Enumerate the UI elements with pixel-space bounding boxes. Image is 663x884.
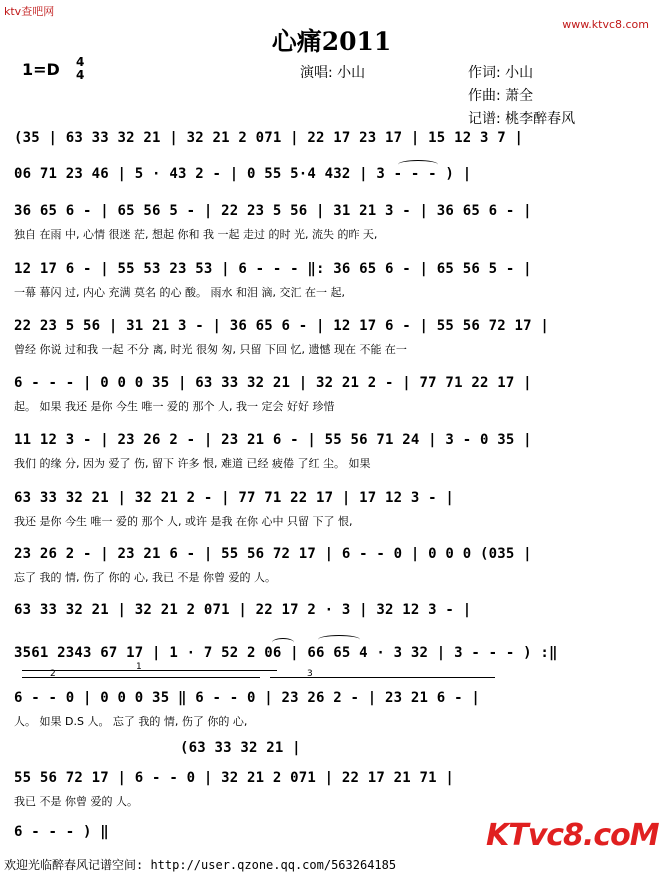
score-line-1: (35 | 63 33 32 21 | 32 21 2 071 | 22 17 23 17 | 15 12 3 7 | (14, 130, 524, 146)
lyric-line-12: 人。 如果 D.S 人。 忘了 我的 情, 伤了 你的 心, (14, 715, 248, 728)
song-title: 心痛2011 (271, 27, 392, 56)
lyric-line-3: 独自 在雨 中, 心情 很迷 茫, 想起 你和 我 一起 走过 的时 光, 流失 的昨 天, (14, 228, 378, 241)
site-watermark-right: www.ktvc8.com (562, 18, 649, 31)
score-line-10: 63 33 32 21 | 32 21 2 071 | 22 17 2 · 3 | 32 12 3 - | (14, 602, 472, 618)
score-line-3: 36 65 6 - | 65 56 5 - | 22 23 5 56 | 31 21 3 - | 36 65 6 - | (14, 203, 532, 219)
score-line-4: 12 17 6 - | 55 53 23 53 | 6 - - - ‖: 36 65 6 - | 65 56 5 - | (14, 261, 532, 277)
volta-bracket-1 (22, 670, 277, 671)
lyric-line-5: 曾经 你说 过和我 一起 不分 离, 时光 很匆 匆, 只留 下回 忆, 遗憾 现在 不能 在一 (14, 343, 407, 356)
score-line-8: 63 33 32 21 | 32 21 2 - | 77 71 22 17 | 17 12 3 - | (14, 490, 455, 506)
lyricist-credit: 作词: 小山 (468, 65, 534, 81)
key-signature: 1=D (22, 60, 60, 79)
slur-mark (318, 635, 360, 644)
singer-credit: 演唱: 小山 (300, 65, 366, 81)
lyric-line-8: 我还 是你 今生 唯一 爱的 那个 人, 或许 是我 在你 心中 只留 下了 恨, (14, 515, 353, 528)
footer-credit: 欢迎光临醉春风记谱空间: http://user.qzone.qq.com/563264185 (4, 858, 397, 872)
time-signature-bottom: 4 (76, 68, 85, 82)
score-line-11: 3561 2343 67 17 | 1 · 7 52 2 06 | 66 65 4 · 3 32 | 3 - - - ) :‖ (14, 645, 558, 661)
lyric-line-6: 起。 如果 我还 是你 今生 唯一 爱的 那个 人, 我一 定会 好好 珍惜 (14, 400, 335, 413)
score-line-2: 06 71 23 46 | 5 · 43 2 - | 0 55 5·4 432 | 3 - - - ) | (14, 166, 472, 182)
composer-credit: 作曲: 萧全 (468, 88, 534, 104)
volta-number-3: 3 (307, 669, 313, 679)
slur-mark (272, 638, 294, 647)
score-line-9: 23 26 2 - | 23 21 6 - | 55 56 72 17 | 6 - - 0 | 0 0 0 (035 | (14, 546, 532, 562)
score-line-12: 6 - - 0 | 0 0 0 35 ‖ 6 - - 0 | 23 26 2 - | 23 21 6 - | (14, 690, 480, 706)
lyric-line-9: 忘了 我的 情, 伤了 你的 心, 我已 不是 你曾 爱的 人。 (14, 571, 276, 584)
score-line-13: (63 33 32 21 | (180, 740, 301, 756)
score-line-15: 6 - - - ) ‖ (14, 824, 109, 840)
volta-bracket-2 (22, 677, 260, 678)
time-signature-top: 4 (76, 55, 85, 69)
volta-number-2: 2 (50, 669, 56, 679)
ktvc8-logo: KTvc8.coM (486, 818, 659, 853)
score-line-6: 6 - - - | 0 0 0 35 | 63 33 32 21 | 32 21 2 - | 77 71 22 17 | (14, 375, 532, 391)
transcriber-credit: 记谱: 桃李醉春风 (468, 111, 576, 127)
score-line-7: 11 12 3 - | 23 26 2 - | 23 21 6 - | 55 56 71 24 | 3 - 0 35 | (14, 432, 532, 448)
lyric-line-4: 一幕 幕闪 过, 内心 充满 莫名 的心 酸。 雨水 和泪 滴, 交汇 在一 起, (14, 286, 345, 299)
score-line-14: 55 56 72 17 | 6 - - 0 | 32 21 2 071 | 22 17 21 71 | (14, 770, 455, 786)
volta-number-1: 1 (136, 662, 142, 672)
score-line-5: 22 23 5 56 | 31 21 3 - | 36 65 6 - | 12 17 6 - | 55 56 72 17 | (14, 318, 549, 334)
lyric-line-7: 我们 的缘 分, 因为 爱了 伤, 留下 许多 恨, 难道 已经 疲倦 了红 尘。 如果 (14, 457, 371, 470)
volta-bracket-3 (270, 677, 495, 678)
time-signature (76, 56, 84, 82)
lyric-line-14: 我已 不是 你曾 爱的 人。 (14, 795, 138, 808)
slur-mark (398, 160, 438, 169)
site-watermark-left: ktv查吧网 (4, 5, 55, 18)
